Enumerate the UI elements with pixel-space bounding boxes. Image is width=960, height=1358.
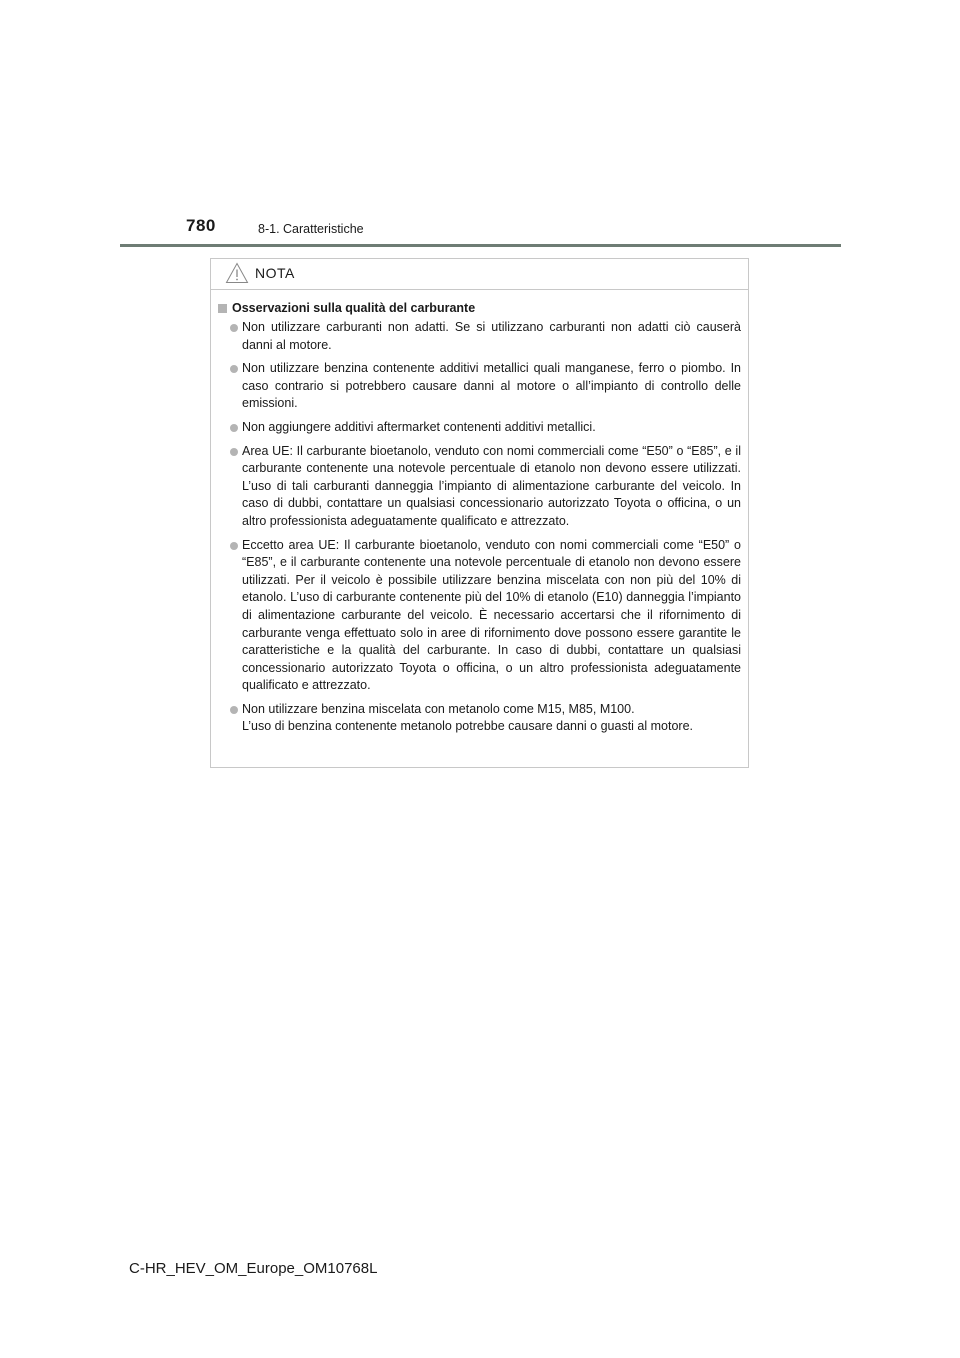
bullet-dot-icon	[230, 448, 238, 456]
note-label: NOTA	[255, 265, 295, 281]
list-item	[218, 701, 741, 736]
bullet-dot-icon	[230, 324, 238, 332]
note-subheading	[218, 301, 741, 315]
page-number: 780	[186, 216, 216, 235]
list-item-text: Area UE: Il carburante bioetanolo, venduto con nomi commerciali come “E50” o “E85”, e il carburante contenente una notevole percentuale di etanolo non devono essere utilizzati. L’uso di tali carburanti danneggia l’impianto di alimentazione carburante del veicolo. In caso di dubbi, contattare un qualsiasi concessionario autorizzato Toyota o officina, o un altro professionista adeguatamente qualificato e attrezzato.	[242, 443, 741, 528]
note-box	[210, 258, 749, 768]
note-body	[211, 290, 748, 736]
bullet-dot-icon	[230, 424, 238, 432]
header-rule	[120, 244, 841, 247]
list-item-text: Non aggiungere additivi aftermarket contenenti additivi metallici.	[242, 419, 596, 434]
list-item-line: Non utilizzare benzina miscelata con metanolo come M15, M85, M100.	[242, 701, 635, 716]
bullet-dot-icon	[230, 365, 238, 373]
bullet-list	[218, 319, 741, 736]
list-item-line: L’uso di benzina contenente metanolo potrebbe causare danni o guasti al motore.	[242, 719, 694, 734]
bullet-dot-icon	[230, 706, 238, 714]
list-item	[218, 360, 741, 413]
list-item-text: Eccetto area UE: Il carburante bioetanolo, venduto con nomi commerciali come “E50” o “E85”, e il carburante contenente una notevole percentuale di etanolo non devono essere utilizzati. Per il veicolo è possibile utilizzare benzina miscelata con non più del 10% di etanolo. L’uso di carburante contenente più del 10% di etanolo (E10) danneggia l’impianto di alimentazione carburante del veicolo. È necessario accertarsi che il rifornimento di carburante venga effettuato solo in aree di rifornimento dove possono essere garantite le caratteristiche e la qualità del carburante. In caso di dubbi, contattare un qualsiasi concessionario autorizzato Toyota o officina, o un altro professionista adeguatamente qualificato e attrezzato.	[242, 537, 741, 693]
bullet-dot-icon	[230, 542, 238, 550]
list-item-text: Non utilizzare benzina contenente additivi metallici quali manganese, ferro o piombo. In caso contrario si potrebbero causare danni al motore o all’impianto di controllo delle emissioni.	[242, 361, 741, 411]
subheading-text: Osservazioni sulla qualità del carburante	[232, 301, 476, 315]
list-item	[218, 419, 741, 437]
list-item-text: Non utilizzare carburanti non adatti. Se si utilizzano carburanti non adatti ciò causerà danni al motore.	[242, 320, 741, 352]
section-title: 8-1. Caratteristiche	[258, 222, 364, 236]
square-bullet-icon	[218, 304, 227, 313]
warning-triangle-icon	[225, 262, 249, 284]
document-id: C-HR_HEV_OM_Europe_OM10768L	[129, 1260, 378, 1277]
note-header	[211, 259, 748, 290]
list-item	[218, 319, 741, 354]
list-item	[218, 537, 741, 695]
list-item	[218, 443, 741, 531]
